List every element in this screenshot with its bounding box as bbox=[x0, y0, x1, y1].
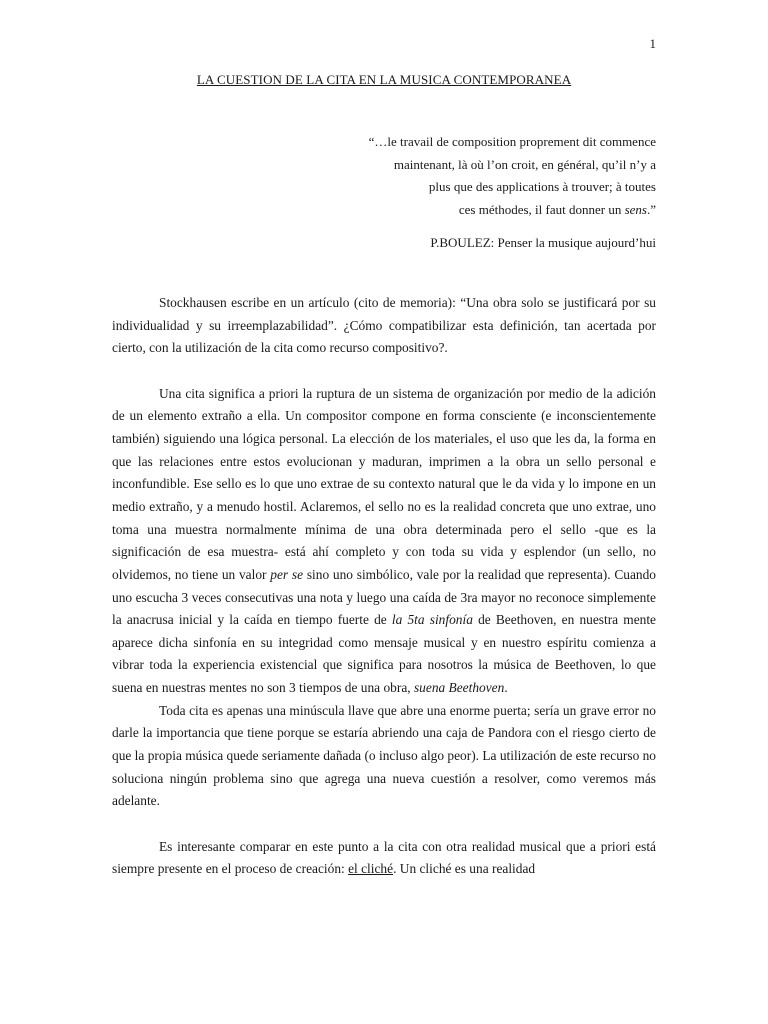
epigraph-text: ces méthodes, il faut donner un bbox=[458, 201, 625, 217]
epigraph-line: maintenant, là où l’on croit, en général, qu’il n’y a bbox=[393, 156, 656, 172]
epigraph bbox=[300, 131, 656, 221]
underlined-term: el cliché bbox=[348, 861, 394, 877]
page-number: 1 bbox=[649, 36, 656, 51]
paragraph-text: . bbox=[504, 680, 508, 696]
document-title: LA CUESTION DE LA CITA EN LA MUSICA CONTEMPORANEA bbox=[196, 72, 572, 87]
epigraph-attribution: P.BOULEZ: Penser la musique aujourd’hui bbox=[430, 235, 656, 250]
italic-phrase: per se bbox=[270, 566, 304, 582]
epigraph-line bbox=[300, 199, 656, 222]
paragraph: Toda cita es apenas una minúscula llave que abre una enorme puerta; sería un grave error no darle la importancia que tiene porque se estaría abriendo una caja de Pandora con el riesgo cierto de que la propia música quede seriamente dañada (o incluso algo peor). La utilización de este recurso no soluciona ningún problema sino que agrega una nueva cuestión a resolver, como veremos más adelante. bbox=[112, 702, 656, 809]
italic-phrase: la 5ta sinfonía bbox=[391, 612, 473, 628]
epigraph-line: plus que des applications à trouver; à toutes bbox=[428, 179, 656, 194]
body-text bbox=[112, 292, 656, 881]
paragraph-text: de Beethoven, en nuestra mente aparece dicha sinfonía en su integridad como mensaje musical y en nuestro espíritu comienza a vibrar toda la experiencia existencial que significa para nosotros la música de Beethoven, lo que suena en nuestras mentes no son 3 tiempos de una obra, bbox=[112, 612, 656, 696]
paragraph-text: sino uno simbólico, vale por la realidad que representa). Cuando uno escucha 3 veces consecutivas una nota y luego una caída de 3ra mayor no reconoce simplemente la anacrusa inicial y la caída en tiempo fuerte de bbox=[112, 566, 657, 628]
paragraph bbox=[112, 836, 656, 881]
paragraph: Stockhausen escribe en un artículo (cito de memoria): “Una obra solo se justificará por su individualidad y su irreemplazabilidad”. ¿Cómo compatibilizar esta definición, tan acertada por cierto, con la utilización de la cita como recurso compositivo?. bbox=[112, 295, 656, 356]
italic-phrase: suena Beethoven bbox=[413, 680, 505, 696]
paragraph-text: Una cita significa a priori la ruptura de un sistema de organización por medio de la adición de un elemento extraño a ella. Un compositor compone en forma consciente (e inconscientemente también) siguiendo una lógica personal. La elección de los materiales, el uso que les da, la forma en que las relaciones entre estos evolucionan y maduran, imprimen a la obra un sello personal e inconfundible. Ese sello es lo que uno extrae de su contexto natural que le da vida y lo impone en un medio extraño, y a menudo hostil. Aclaremos, el sello no es la realidad concreta que uno extrae, uno toma una muestra normalmente mínima de una obra determinada pero el sello -que es la significación de esa muestra- está ahí completo y con toda su vida y esplendor (un sello, no olvidemos, no tiene un valor bbox=[112, 385, 656, 582]
paragraph-text: Es interesante comparar en este punto a la cita con otra realidad musical que a priori está siempre presente en el proceso de creación: bbox=[112, 838, 656, 877]
epigraph-text: .” bbox=[646, 201, 656, 217]
epigraph-line: “…le travail de composition proprement dit commence bbox=[368, 134, 656, 149]
paragraph bbox=[112, 383, 656, 700]
paragraph-text: . Un cliché es una realidad bbox=[393, 861, 536, 877]
epigraph-italic-word: sens bbox=[624, 201, 647, 217]
